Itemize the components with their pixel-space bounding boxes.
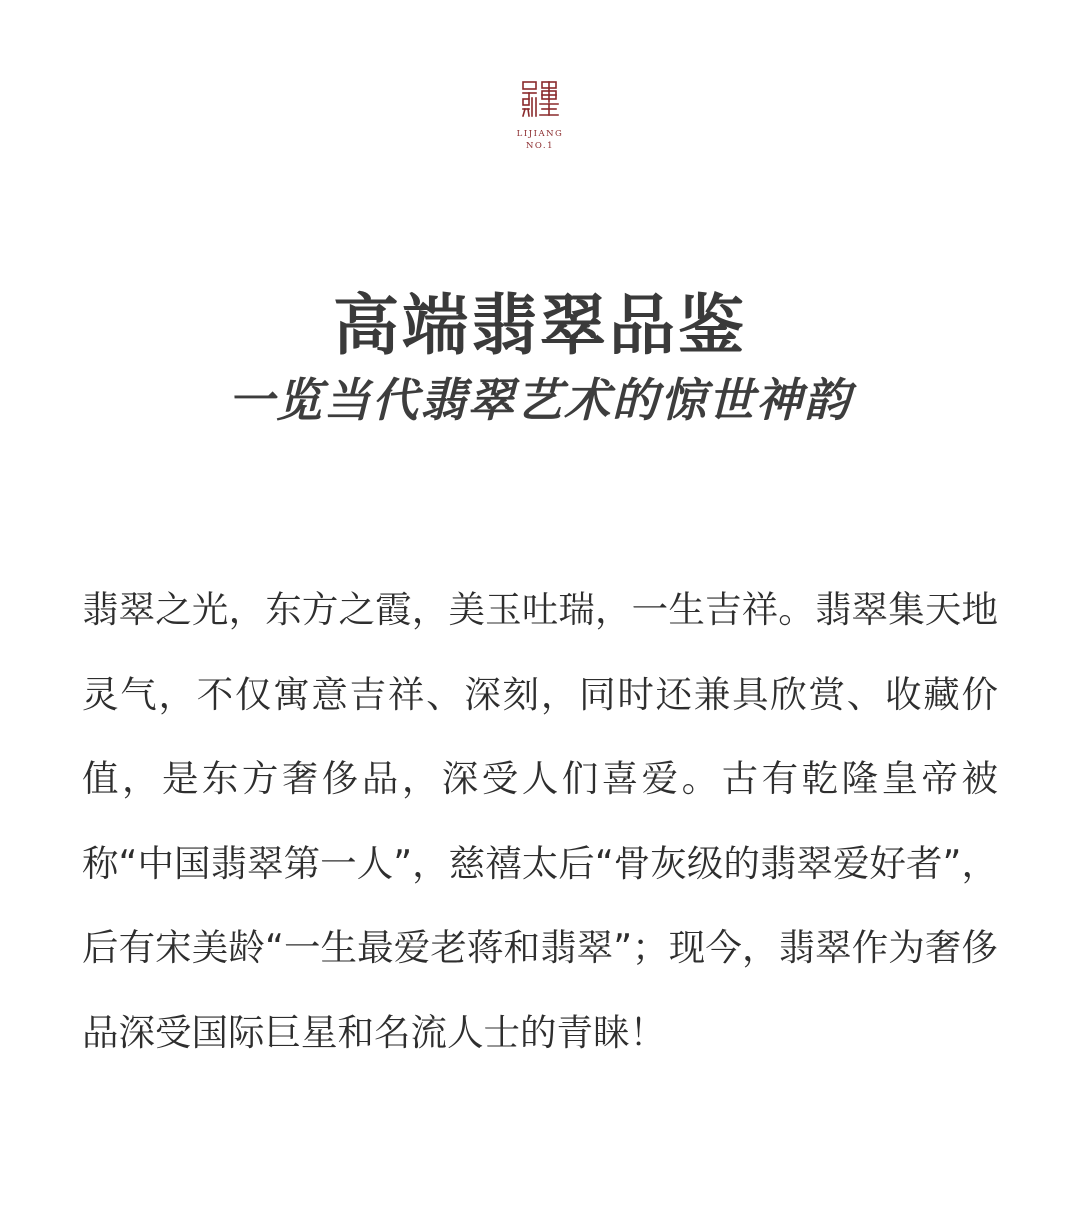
logo-wordmark (517, 128, 564, 152)
logo-line-2: NO.1 (525, 141, 554, 151)
article-paragraph: 翡翠之光，东方之霞，美玉吐瑞，一生吉祥。翡翠集天地灵气，不仅寓意吉祥、深刻，同时还兼具欣赏、收藏价值，是东方奢侈品，深受人们喜爱。古有乾隆皇帝被称“中国翡翠第一人”，慈禧太后“骨灰级的翡翠爱好者”，后有宋美龄“一生最爱老蒋和翡翠”；现今，翡翠作为奢侈品深受国际巨星和名流人士的青睐！ (82, 588, 998, 1054)
logo-line-1: LIJIANG (516, 129, 564, 139)
seal-logo-icon (520, 78, 560, 120)
brand-logo (0, 78, 1080, 152)
page-subtitle: 一览当代翡翠艺术的惊世神韵 (228, 373, 852, 427)
page-title: 高端翡翠品鉴 (333, 287, 747, 364)
